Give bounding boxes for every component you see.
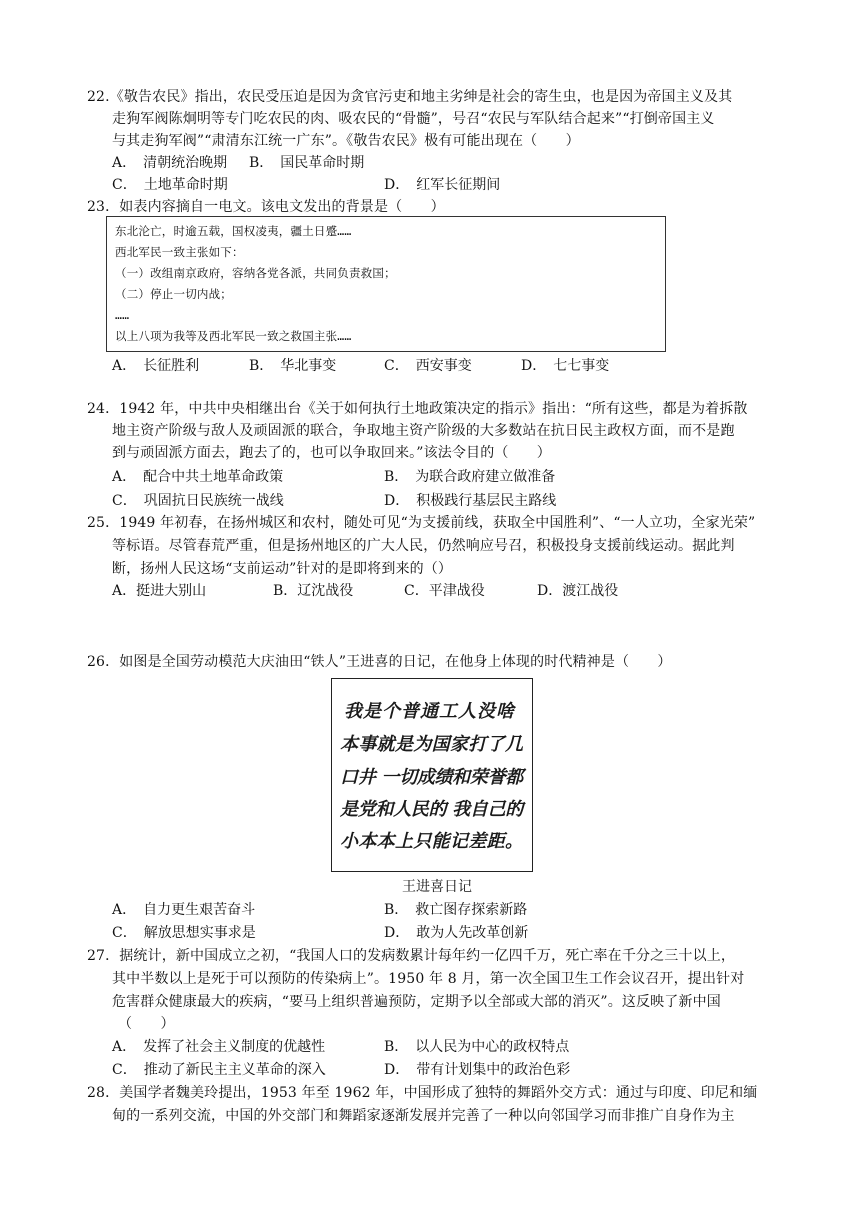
q24-option-c: C． 巩固抗日民族统一战线	[112, 493, 284, 509]
telegram-line: 以上八项为我等及西北军民一致之救国主张……	[115, 329, 352, 343]
q24-stem-line: 24．1942 年，中共中央相继出台《关于如何执行土地政策决定的指示》指出：“所有这些，都是为着拆散	[87, 401, 748, 417]
q25-stem-line: 断，扬州人民这场“支前运动”针对的是即将到来的（）	[112, 561, 453, 577]
q25-stem-line: 等标语。尽管春荒严重，但是扬州地区的广大人民，仍然响应号召，积极投身支援前线运动。据此判	[112, 538, 735, 554]
q27-stem-line: 27．据统计，新中国成立之初，“我国人口的发病数累计每年约一亿四千万，死亡率在千分之三十以上，	[87, 948, 736, 964]
q27-option-a: A． 发挥了社会主义制度的优越性	[112, 1039, 326, 1055]
q22-option-c: C． 土地革命时期	[112, 177, 228, 193]
telegram-line: （一）改组南京政府，容纳各党各派，共同负责救国；	[115, 266, 396, 280]
q23-stem-line: 23．如表内容摘自一电文。该电文发出的背景是（ ）	[87, 199, 445, 215]
diary-handwriting-line: 我是个普通工人没啥	[344, 701, 515, 722]
q28-stem-line: 28．美国学者魏美玲提出，1953 年至 1962 年，中国形成了独特的舞蹈外交方式：通过与印度、印尼和缅	[87, 1085, 758, 1101]
diary-handwriting-line: 是党和人民的 我自己的	[340, 799, 523, 820]
q22-option-d: D． 红军长征期间	[384, 177, 501, 193]
telegram-line: 东北沦亡，时逾五载，国权凌夷，疆土日蹙……	[115, 224, 352, 238]
diary-handwriting-line: 口井 一切成绩和荣誉都	[340, 767, 523, 788]
figure-caption: 王进喜日记	[402, 879, 472, 895]
q24-option-b: B． 为联合政府建立做准备	[384, 469, 556, 485]
q27-stem-line: 危害群众健康最大的疾病，“要马上组织普遍预防，定期予以全部或大部的消灭”。这反映了新中国	[112, 994, 721, 1010]
q24-option-a: A． 配合中共土地革命政策	[112, 469, 284, 485]
diary-image	[331, 678, 533, 872]
q26-option-b: B． 救亡图存探索新路	[384, 902, 528, 918]
q26-option-a: A． 自力更生艰苦奋斗	[112, 902, 256, 918]
q23-option-d: D． 七七事变	[521, 358, 610, 374]
q25-stem-line: 25．1949 年初春，在扬州城区和农村，随处可见“为支援前线，获取全中国胜利”、“一人立功，全家光荣”	[87, 515, 756, 531]
q27-stem-line: 其中半数以上是死于可以预防的传染病上”。1950 年 8 月，第一次全国卫生工作会议召开，提出针对	[112, 971, 745, 987]
q27-option-b: B． 以人民为中心的政权特点	[384, 1039, 570, 1055]
q27-stem-line: （ ）	[118, 1016, 175, 1032]
q23-option-a: A． 长征胜利	[112, 358, 200, 374]
q24-option-d: D． 积极践行基层民主路线	[384, 493, 557, 509]
q22-stem-line: 走狗军阀陈炯明等专门吃农民的肉、吸农民的“骨髓”，号召“农民与军队结合起来”“打倒帝国主义	[112, 111, 715, 127]
q22-option-a: A． 清朝统治晚期	[112, 155, 228, 171]
q25-option-b: B．辽沈战役	[273, 583, 354, 599]
q22-option-b: B． 国民革命时期	[249, 155, 365, 171]
diary-handwriting-line: 本事就是为国家打了几	[340, 734, 524, 755]
q24-stem-line: 地主资产阶级与敌人及顽固派的联合，争取地主资产阶级的大多数站在抗日民主政权方面，而不是跑	[112, 423, 735, 439]
q22-stem-line: 与其走狗军阀”“肃清东江统一广东”。《敬告农民》极有可能出现在（ ）	[112, 133, 580, 149]
q25-option-d: D．渡江战役	[537, 583, 619, 599]
q26-option-c: C． 解放思想实事求是	[112, 925, 256, 941]
q28-stem-line: 甸的一系列交流，中国的外交部门和舞蹈家逐渐发展并完善了一种以向邻国学习而非推广自身作为主	[112, 1108, 735, 1124]
telegram-line: 西北军民一致主张如下：	[115, 245, 244, 259]
diary-handwriting-line: 小本本上只能记差距。	[340, 831, 524, 852]
q27-option-d: D． 带有计划集中的政治色彩	[384, 1062, 571, 1078]
telegram-line: （二）停止一切内战；	[115, 287, 232, 301]
q24-stem-line: 到与顽固派方面去，跑去了的，也可以争取回来。”该法令目的（ ）	[112, 445, 551, 461]
q25-option-a: A．挺进大别山	[112, 583, 207, 599]
q26-option-d: D． 敢为人先改革创新	[384, 925, 529, 941]
telegram-line: ……	[115, 308, 130, 322]
q23-option-c: C． 西安事变	[384, 358, 472, 374]
q25-option-c: C．平津战役	[404, 583, 485, 599]
q26-stem-line: 26．如图是全国劳动模范大庆油田“铁人”王进喜的日记，在他身上体现的时代精神是（ ）	[87, 654, 672, 670]
q27-option-c: C． 推动了新民主主义革命的深入	[112, 1062, 326, 1078]
telegram-excerpt-box	[106, 216, 666, 352]
q22-stem-line: 22.《敬告农民》指出，农民受压迫是因为贪官污吏和地主劣绅是社会的寄生虫，也是因为帝国主义及其	[87, 89, 733, 105]
q23-option-b: B． 华北事变	[249, 358, 337, 374]
